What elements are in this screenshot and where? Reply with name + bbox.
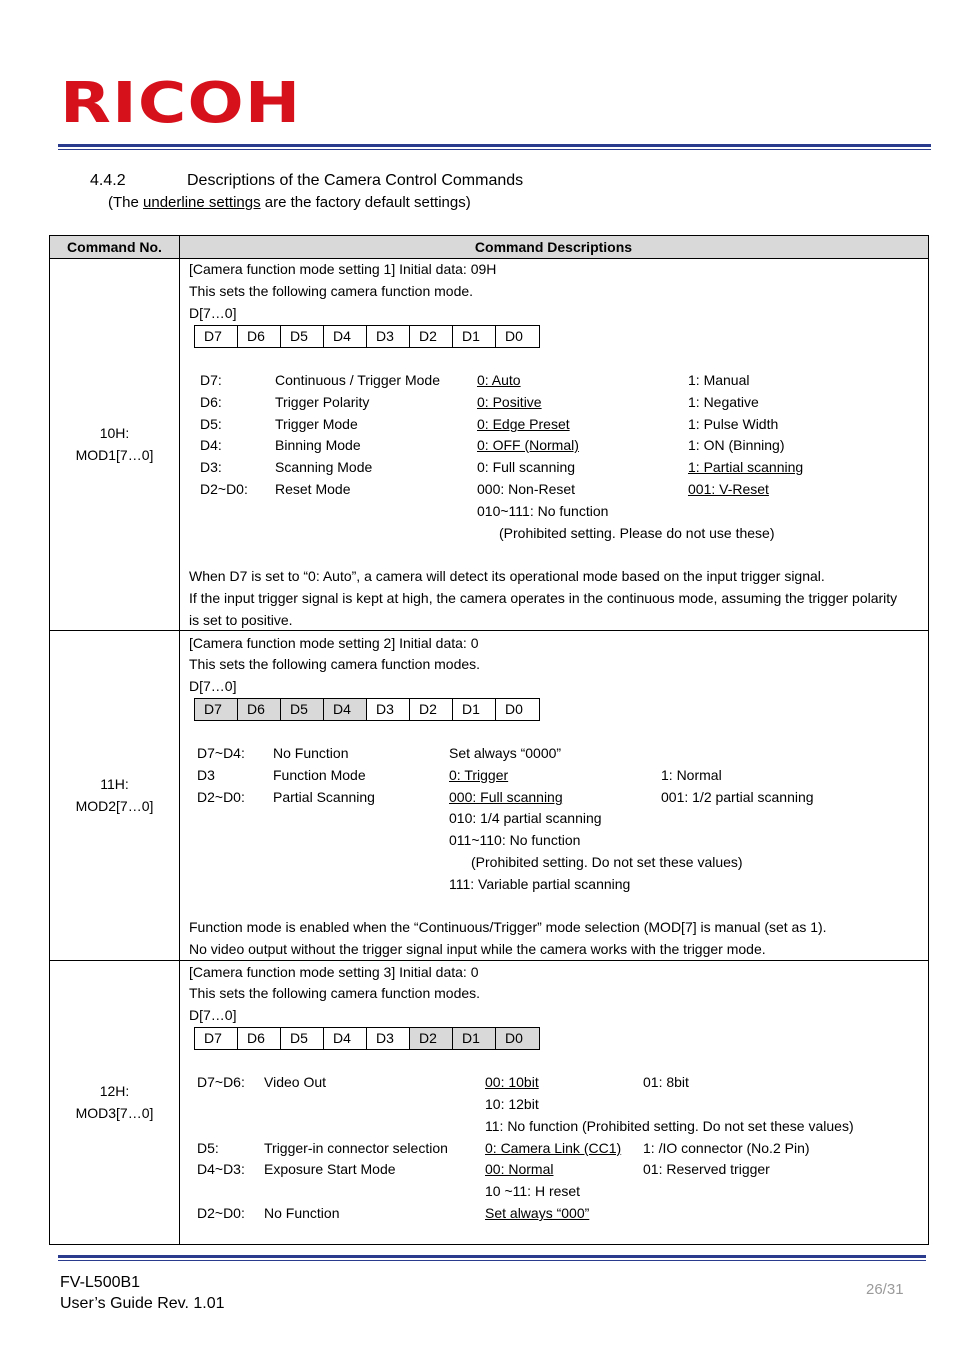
bit-cell: D5 [281, 326, 324, 347]
section-title: Descriptions of the Camera Control Commands [187, 172, 524, 189]
mod3-extra: 10: 12bit [485, 1096, 539, 1112]
column-divider [179, 236, 180, 1244]
mod1-note3: is set to positive. [189, 612, 293, 628]
bit-cell: D0 [496, 1028, 539, 1049]
mod3-row-opt2: 1: /IO connector (No.2 Pin) [643, 1140, 810, 1156]
mod2-bit-table [194, 698, 540, 721]
mod1-row-bit: D2~D0: [200, 481, 248, 497]
mod1-row-opt1: 0: Positive [477, 394, 542, 410]
mod3-row-bit: D2~D0: [197, 1205, 245, 1221]
mod2-line3: D[7…0] [189, 678, 237, 694]
bit-cell: D1 [453, 1028, 496, 1049]
bit-cell: D1 [453, 699, 496, 720]
bit-cell: D5 [281, 699, 324, 720]
mod3-bit-table [194, 1027, 540, 1050]
footer-model: FV-L500B1 [60, 1274, 141, 1291]
mod1-row-opt1: 0: Edge Preset [477, 416, 570, 432]
mod1-extra1: 010~111: No function [477, 503, 609, 519]
mod3-row-opt1: 0: Camera Link (CC1) [485, 1140, 622, 1156]
mod3-row-opt1: 00: 10bit [485, 1074, 539, 1090]
mod1-row-name: Reset Mode [275, 481, 351, 497]
mod1-row-name: Scanning Mode [275, 459, 373, 475]
footer-rule-thin [58, 1260, 926, 1261]
mod2-row-opt1: 0: Trigger [449, 767, 509, 783]
mod3-row-bit: D4~D3: [197, 1161, 245, 1177]
bit-cell: D6 [238, 326, 281, 347]
mod2-extra2: 011~110: No function [449, 832, 581, 848]
mod2-note1: Function mode is enabled when the “Continuous/Trigger” mode selection (MOD[7] is manual (set as 1). [189, 919, 827, 935]
bit-cell: D6 [238, 1028, 281, 1049]
bit-cell: D6 [238, 699, 281, 720]
bit-cell: D2 [410, 326, 453, 347]
mod1-row-opt1: 0: Full scanning [477, 459, 576, 475]
row-divider [50, 630, 928, 631]
footer-rule [58, 1255, 926, 1258]
mod1-row-opt2: 1: Pulse Width [688, 416, 779, 432]
mod1-note1: When D7 is set to “0: Auto”, a camera will detect its operational mode based on the input trigger signal. [189, 568, 825, 584]
header-rule [58, 144, 931, 147]
mod1-row-bit: D6: [200, 394, 222, 410]
mod1-line1: [Camera function mode setting 1] Initial data: 09H [189, 261, 497, 277]
mod2-line1: [Camera function mode setting 2] Initial data: 0 [189, 635, 479, 651]
mod2-row-opt1: 000: Full scanning [449, 789, 563, 805]
mod1-row-opt1: 0: OFF (Normal) [477, 437, 579, 453]
mod1-row-bit: D7: [200, 372, 222, 388]
mod2-row-opt1: Set always “0000” [449, 745, 562, 761]
mod1-row-bit: D5: [200, 416, 222, 432]
bit-cell: D4 [324, 699, 367, 720]
mod1-extra2: (Prohibited setting. Please do not use these) [499, 525, 775, 541]
section-note: (The underline settings are the factory default settings) [108, 194, 471, 211]
bit-cell: D2 [410, 699, 453, 720]
mod2-extra4: 111: Variable partial scanning [449, 876, 631, 892]
mod1-row-name: Continuous / Trigger Mode [275, 372, 440, 388]
mod1-bit-table [194, 325, 540, 348]
mod3-row-opt2: 01: 8bit [643, 1074, 689, 1090]
mod1-row-name: Trigger Mode [275, 416, 358, 432]
section-number: 4.4.2 [90, 172, 126, 189]
bit-cell: D2 [410, 1028, 453, 1049]
mod1-row-opt1: 000: Non-Reset [477, 481, 576, 497]
mod3-extra: 11: No function (Prohibited setting. Do not set these values) [485, 1118, 854, 1134]
bit-cell: D7 [195, 326, 238, 347]
mod3-row-bit: D7~D6: [197, 1074, 245, 1090]
bit-cell: D3 [367, 699, 410, 720]
header-command-no: Command No. [67, 239, 162, 255]
bit-cell: D0 [505, 701, 523, 717]
header-command-descriptions: Command Descriptions [474, 239, 633, 255]
mod1-row-opt2: 1: Partial scanning [688, 459, 804, 475]
bit-cell: D3 [367, 326, 410, 347]
mod3-line2: This sets the following camera function modes. [189, 985, 481, 1001]
command-table [49, 235, 929, 1245]
bit-cell: D7 [195, 699, 238, 720]
row-divider [50, 960, 928, 961]
header-rule-thin [58, 149, 931, 150]
bit-cell: D4 [324, 326, 367, 347]
mod3-row-bit: D5: [197, 1140, 219, 1156]
mod2-line2: This sets the following camera function modes. [189, 656, 481, 672]
mod1-row-opt1: 0: Auto [477, 372, 521, 388]
mod1-row-opt2: 1: ON (Binning) [688, 437, 785, 453]
table-header [50, 236, 928, 259]
bit-cell: D7 [195, 1028, 238, 1049]
bit-cell: D0 [505, 328, 523, 344]
mod2-row-name: Partial Scanning [273, 789, 375, 805]
mod2-row-bit: D3 [197, 767, 215, 783]
bit-cell: D5 [281, 1028, 324, 1049]
mod2-note2: No video output without the trigger signal input while the camera works with the trigger mode. [189, 941, 766, 957]
mod1-line2: This sets the following camera function mode. [189, 283, 474, 299]
mod1-row-opt2: 001: V-Reset [688, 481, 769, 497]
mod2-row-name: No Function [273, 745, 349, 761]
mod3-extra: 10 ~11: H reset [485, 1183, 581, 1199]
mod2-row-name: Function Mode [273, 767, 366, 783]
mod1-row-opt2: 1: Manual [688, 372, 750, 388]
mod2-extra1: 010: 1/4 partial scanning [449, 810, 602, 826]
ricoh-logo: RICOH [60, 71, 302, 136]
mod1-note2: If the input trigger signal is kept at high, the camera operates in the continuous mode, assuming the trigger polarity [189, 590, 898, 606]
mod2-extra3: (Prohibited setting. Do not set these values) [471, 854, 743, 870]
mod2-row-opt2: 1: Normal [661, 767, 722, 783]
mod3-line1: [Camera function mode setting 3] Initial data: 0 [189, 964, 479, 980]
cmd-mod2: 11H: MOD2[7…0] [75, 776, 154, 814]
mod3-row-opt1: Set always “000” [485, 1205, 590, 1221]
mod3-row-opt2: 01: Reserved trigger [643, 1161, 770, 1177]
cmd-mod1: 10H: MOD1[7…0] [75, 425, 154, 463]
mod3-row-name: Exposure Start Mode [264, 1161, 396, 1177]
bit-cell: D3 [367, 1028, 410, 1049]
mod2-row-bit: D2~D0: [197, 789, 245, 805]
mod3-line3: D[7…0] [189, 1007, 237, 1023]
mod1-row-bit: D4: [200, 437, 222, 453]
mod3-row-name: Trigger-in connector selection [264, 1140, 448, 1156]
cmd-mod3: 12H: MOD3[7…0] [75, 1083, 154, 1121]
mod1-row-name: Binning Mode [275, 437, 361, 453]
bit-cell: D4 [324, 1028, 367, 1049]
mod1-row-bit: D3: [200, 459, 222, 475]
mod1-row-opt2: 1: Negative [688, 394, 759, 410]
mod2-row-bit: D7~D4: [197, 745, 245, 761]
mod1-row-name: Trigger Polarity [275, 394, 370, 410]
page-number: 26/31 [866, 1281, 904, 1298]
mod3-row-name: No Function [264, 1205, 340, 1221]
mod1-line3: D[7…0] [189, 305, 237, 321]
mod3-row-name: Video Out [264, 1074, 327, 1090]
mod3-row-opt1: 00: Normal [485, 1161, 554, 1177]
bit-cell: D1 [453, 326, 496, 347]
mod2-row-opt2: 001: 1/2 partial scanning [661, 789, 814, 805]
footer-guide-revision: User’s Guide Rev. 1.01 [60, 1295, 225, 1312]
